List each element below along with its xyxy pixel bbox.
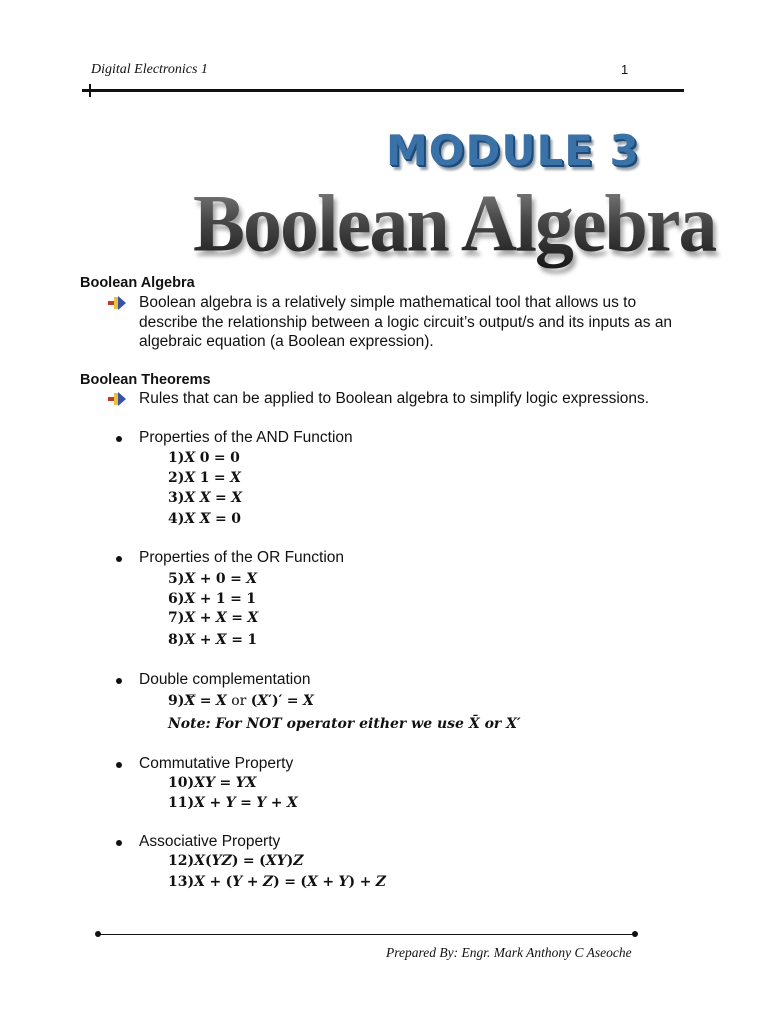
bullet-dot — [116, 762, 122, 768]
footer-rule — [98, 934, 636, 935]
arrow-bullet-icon — [108, 295, 126, 311]
bullet-dot — [116, 556, 122, 562]
formula-11: 11)X + Y = Y + X — [168, 795, 298, 811]
bullet-dot — [116, 840, 122, 846]
footer-prepared-by: Prepared By: Engr. Mark Anthony C Aseoche — [386, 945, 632, 960]
formula-12: 12)X(YZ) = (XY)Z — [168, 853, 304, 869]
formula-1: 1)X 0 = 0 — [168, 450, 240, 466]
section1-paragraph: Boolean algebra is a relatively simple mathematical tool that allows us to describe the relationship between a logic circuit’s output/s and its inputs as an algebraic equation (a Boolean expression). — [139, 294, 673, 350]
main-title: Boolean Algebra — [193, 176, 716, 271]
section-heading-boolean-algebra: Boolean Algebra — [80, 275, 195, 291]
double-complementation-label: Double complementation — [139, 671, 311, 688]
page-number: 1 — [621, 62, 629, 77]
or-properties-label: Properties of the OR Function — [139, 549, 345, 566]
arrow-bullet-icon — [108, 391, 126, 407]
formula-13: 13)X + (Y + Z) = (X + Y) + Z — [168, 874, 387, 890]
bullet-dot — [116, 436, 122, 442]
formula-10: 10)XY = YX — [168, 775, 257, 791]
formula-5: 5)X + 0 = X — [168, 571, 258, 587]
not-operator-note: Note: For NOT operator either we use X̄ or X′ — [168, 716, 521, 732]
module-title: MODULE 3 — [386, 126, 640, 175]
formula-9: 9)X̿ = X or (X′)′ = X — [168, 693, 314, 709]
formula-3: 3)X X = X — [168, 490, 243, 506]
formula-2: 2)X 1 = X — [168, 470, 241, 486]
section2-paragraph: Rules that can be applied to Boolean algebra to simplify logic expressions. — [139, 390, 650, 407]
footer-rule-dot-right — [632, 931, 638, 937]
formula-6: 6)X + 1 = 1 — [168, 591, 257, 607]
commutative-property-label: Commutative Property — [139, 755, 294, 772]
header-rule — [82, 89, 684, 92]
and-properties-label: Properties of the AND Function — [139, 429, 353, 446]
section-heading-boolean-theorems: Boolean Theorems — [80, 372, 211, 388]
header-course-title: Digital Electronics 1 — [91, 62, 208, 77]
formula-7: 7)X + X = X — [168, 610, 259, 626]
formula-4: 4)X X̄ = 0 — [168, 511, 241, 527]
bullet-dot — [116, 678, 122, 684]
associative-property-label: Associative Property — [139, 833, 281, 850]
formula-8: 8)X + X̄ = 1 — [168, 632, 258, 648]
